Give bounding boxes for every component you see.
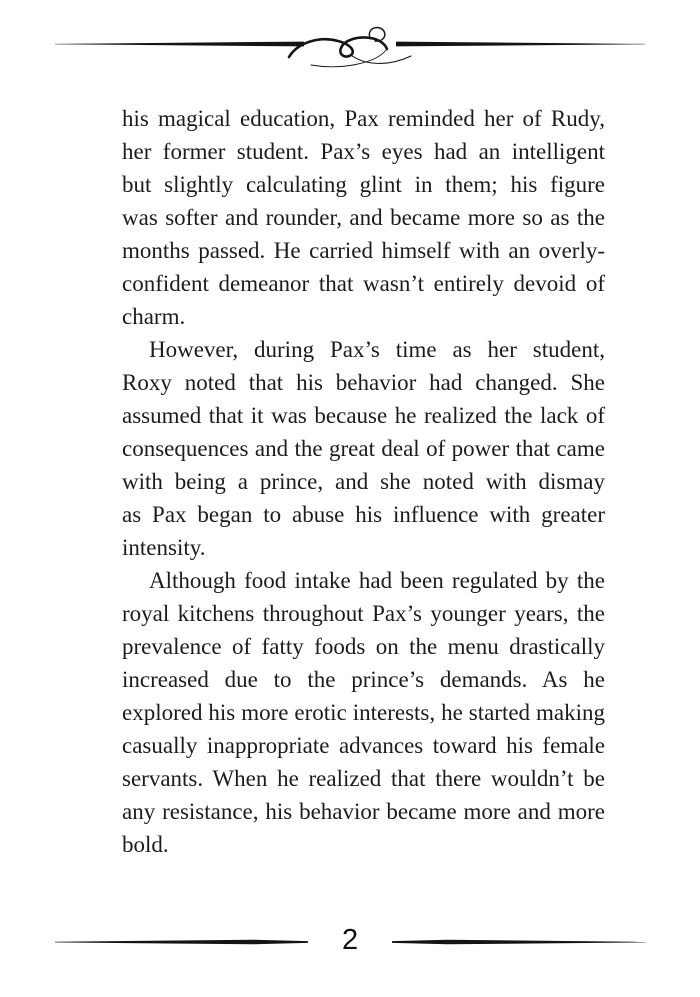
text-line: but slightly calculating glint in them; his figure (122, 172, 605, 197)
footer-rule-right (392, 938, 645, 946)
header-rule-left (55, 40, 304, 48)
header-rule-right (396, 40, 645, 48)
text-line: was softer and rounder, and became more so as the (122, 205, 605, 230)
text-line: any resistance, his behavior became more and more (122, 799, 605, 824)
text-line: her former student. Pax’s eyes had an intelligent (122, 139, 605, 164)
text-line: casually inappropriate advances toward his female (122, 733, 605, 758)
page-number: 2 (341, 923, 359, 956)
header-divider (55, 0, 645, 92)
text-line: consequences and the great deal of power that came (122, 436, 605, 461)
flourish-divider-icon (284, 24, 416, 78)
paragraph (122, 333, 605, 564)
text-line: explored his more erotic interests, he started making (122, 700, 605, 725)
text-line: Roxy noted that his behavior had changed. She (122, 370, 605, 395)
page-text (122, 102, 605, 861)
text-line: confident demeanor that wasn’t entirely devoid of (122, 271, 605, 296)
text-line: months passed. He carried himself with an overly- (122, 238, 605, 263)
paragraph (122, 564, 605, 861)
text-line: as Pax began to abuse his influence with greater (122, 502, 605, 527)
text-line: his magical education, Pax reminded her of Rudy, (122, 106, 605, 131)
text-line: increased due to the prince’s demands. As he (122, 667, 605, 692)
text-line: with being a prince, and she noted with dismay (122, 469, 605, 494)
text-line: charm. (122, 304, 186, 329)
text-line: royal kitchens throughout Pax’s younger years, the (122, 601, 605, 626)
text-line: servants. When he realized that there wouldn’t be (122, 766, 605, 791)
footer-rule-left (55, 938, 308, 946)
text-line: intensity. (122, 535, 206, 560)
text-line: assumed that it was because he realized the lack of (122, 403, 605, 428)
paragraph (122, 102, 605, 333)
footer (55, 917, 645, 967)
text-line: However, during Pax’s time as her student, (149, 337, 605, 362)
text-line: bold. (122, 832, 169, 857)
text-line: prevalence of fatty foods on the menu drastically (122, 634, 605, 659)
text-line: Although food intake had been regulated by the (149, 568, 605, 593)
